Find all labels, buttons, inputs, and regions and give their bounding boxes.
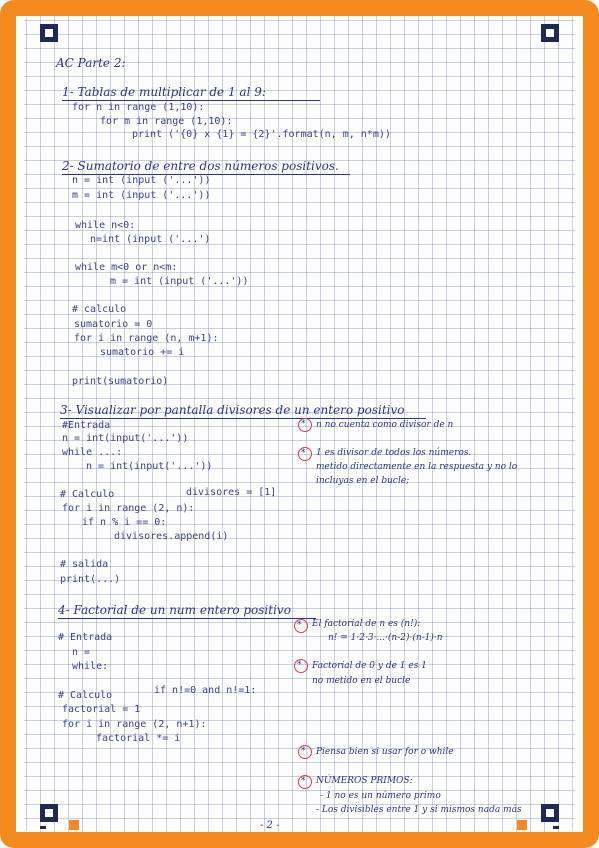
s4-line-4: # Calculo (58, 690, 113, 701)
s3-divisores-init: divisores = [1] (186, 487, 277, 498)
section-4-heading: 4- Factorial de un num entero positivo (58, 603, 291, 617)
asterisk-mark: * (294, 659, 308, 673)
s1-line-3: print ('{0} x {1} = {2}'.format(n, m, n*m)) (132, 129, 391, 140)
s3-line-10: print(...) (60, 574, 121, 585)
s3-note-1: n no cuenta como divisor de n (316, 420, 454, 430)
corner-marker-bottom-left (40, 804, 58, 822)
s2-line-7: # calculo (72, 304, 127, 315)
s4-line-6: for i in range (2, n+1): (62, 719, 207, 730)
s4-line-3: while: (72, 661, 109, 672)
s3-line-8: divisores.append(i) (114, 531, 229, 542)
s2-line-11: print(sumatorio) (72, 376, 169, 387)
section-2-heading: 2- Sumatorio de entre dos números positivos. (62, 159, 339, 173)
s2-line-8: sumatorio = 0 (74, 319, 153, 330)
asterisk-mark: * (298, 418, 312, 432)
s2-line-4: n=int (input ('...') (90, 234, 211, 245)
corner-marker-top-right (541, 24, 559, 42)
orange-square-right (517, 820, 527, 830)
s2-line-3: while n<0: (75, 220, 136, 231)
s3-line-7: if n % i == 0: (82, 517, 167, 528)
s1-line-2: for m in range (1,10): (100, 116, 233, 127)
page-title: AC Parte 2: (56, 56, 126, 70)
s2-line-10: sumatorio += i (100, 347, 185, 358)
s4-line-5: factorial = 1 (62, 704, 141, 715)
s2-line-2: m = int (input ('...')) (72, 190, 211, 201)
s3-line-1: #Entrada (62, 420, 111, 431)
corner-marker-top-left (40, 24, 58, 42)
s3-line-6: for i in range (2, n): (62, 503, 195, 514)
s3-line-5: # Calculo (60, 489, 115, 500)
orange-square-left (69, 820, 79, 830)
asterisk-mark: * (298, 447, 312, 461)
section-3-underline (60, 418, 426, 419)
s1-line-1: for n in range (1,10): (72, 102, 205, 113)
s3-line-4: n = int(input('...')) (86, 461, 213, 472)
asterisk-mark: * (298, 775, 312, 789)
s4-note-3: Piensa bien si usar for o while (316, 747, 454, 757)
s3-note-2a: 1 es divisor de todos los números. (316, 448, 472, 458)
s4-note-4b: - 1 no es un número primo (320, 791, 441, 801)
s2-line-6: m = int (input ('...')) (110, 276, 249, 287)
section-4-underline (58, 618, 316, 619)
s4-condition: if n!=0 and n!=1: (154, 685, 257, 696)
s4-note-2a: Factorial de 0 y de 1 es 1 (312, 661, 427, 671)
s3-line-2: n = int(input('...')) (62, 433, 189, 444)
s2-line-1: n = int (input ('...')) (72, 175, 211, 186)
corner-marker-bottom-right (541, 804, 559, 822)
s3-note-2c: incluyas en el bucle; (316, 476, 410, 486)
section-1-heading: 1- Tablas de multiplicar de 1 al 9: (62, 85, 266, 99)
marker-tick-right (553, 826, 559, 829)
s4-note-1b: n! = 1·2·3·...·(n-2)·(n-1)·n (328, 633, 443, 643)
s4-note-2b: no metido en el bucle (312, 676, 411, 686)
s4-line-1: # Entrada (58, 632, 113, 643)
s3-line-9: # salida (60, 559, 109, 570)
section-3-heading: 3- Visualizar por pantalla divisores de un entero positivo (60, 403, 405, 417)
s3-line-3: while ...: (62, 447, 123, 458)
marker-tick-left (40, 826, 46, 829)
asterisk-mark: * (298, 745, 312, 759)
s4-note-4a: NÚMEROS PRIMOS: (316, 776, 413, 786)
section-1-underline (62, 100, 320, 101)
asterisk-mark: * (294, 619, 308, 633)
s2-line-9: for i in range (n, m+1): (74, 333, 219, 344)
s4-line-2: n = (72, 647, 91, 658)
s2-line-5: while m<0 or n<m: (75, 262, 178, 273)
s3-note-2b: metido directamente en la respuesta y no lo (316, 462, 518, 472)
s4-line-7: factorial *= i (96, 733, 181, 744)
page-number: - 2 - (260, 820, 280, 831)
s4-note-4c: - Los divisibles entre 1 y si mismos nada más (316, 805, 522, 815)
s4-note-1a: El factorial de n es (n!): (312, 619, 421, 629)
